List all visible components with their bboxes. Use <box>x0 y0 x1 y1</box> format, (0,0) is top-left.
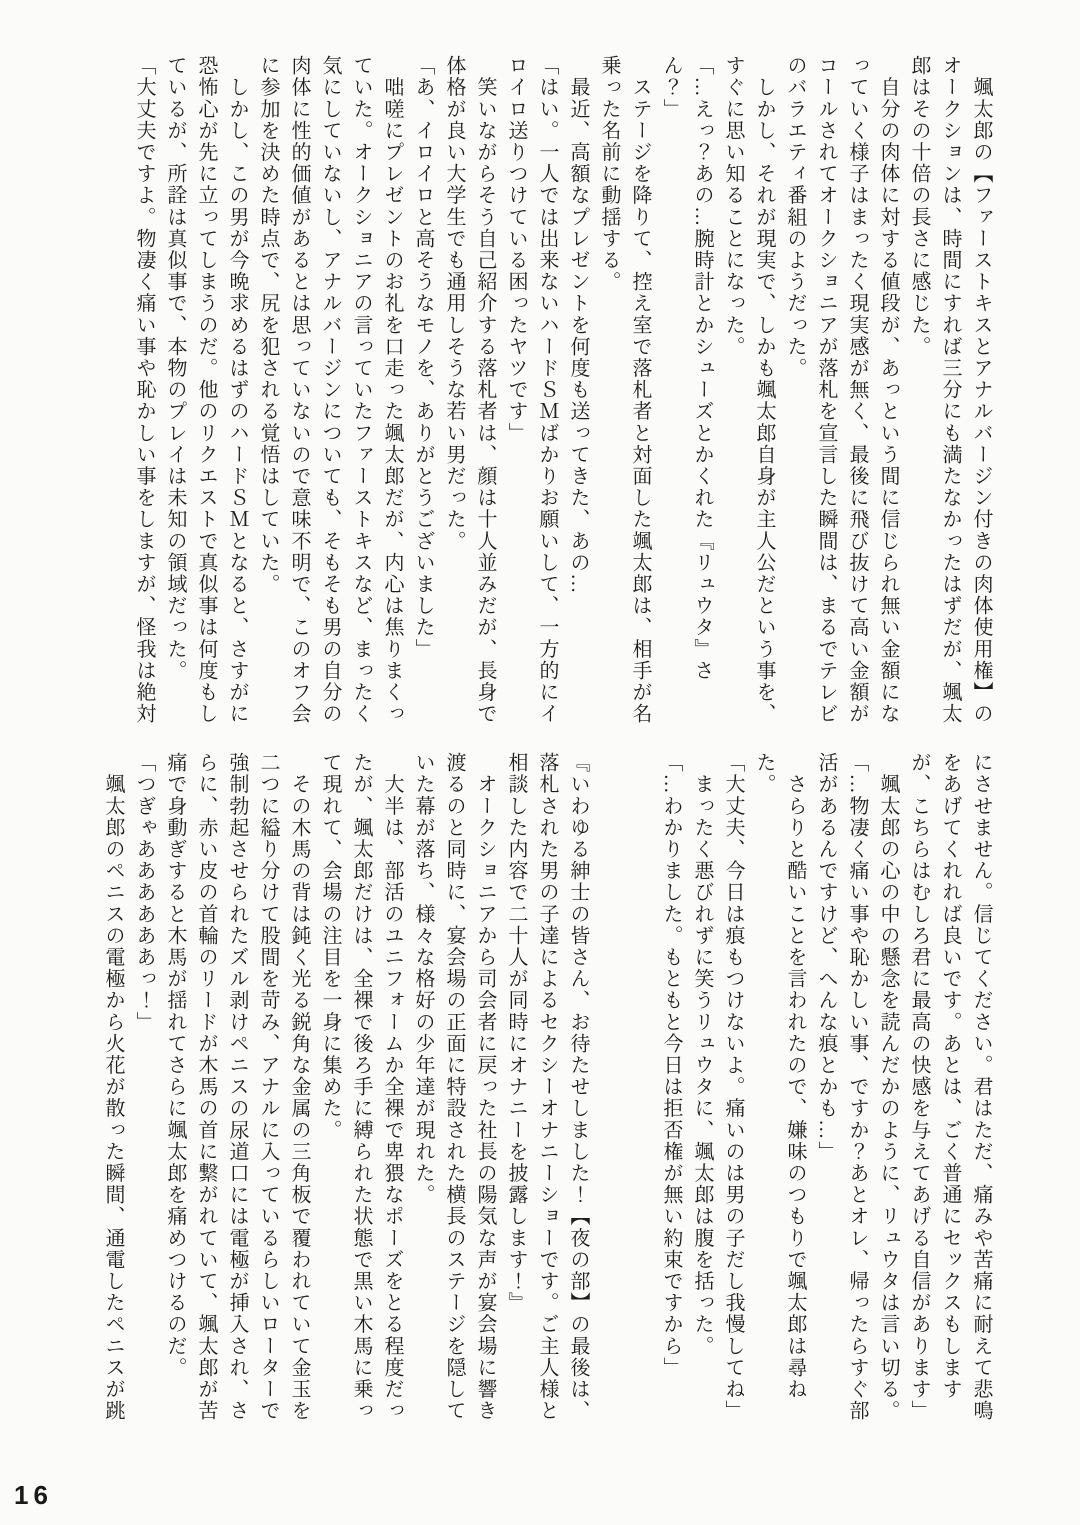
paragraph: 笑いながらそう自己紹介する落札者は、顔は十人並みだが、長身で体格が良い大学生でも通用しそうな若い男だった。 <box>443 55 496 725</box>
paragraph: 颯太郎の心の中の懸念を読んだかのように、リュウタは言い切る。 <box>877 752 899 1422</box>
paragraph: ステージを降りて、控え室で落札者と対面した颯太郎は、相手が名乗った名前に動揺する。 <box>598 55 651 725</box>
paragraph: 「大丈夫、今日は痕もつけないよ。痛いのは男の子だし我慢してね」 <box>722 752 744 1422</box>
paragraph: 「…えっ？あの…腕時計とかシューズとかくれた『リュウタ』さん？」 <box>660 55 713 682</box>
paragraph: 「大丈夫ですよ。物凄く痛い事や恥かしい事をしますが、怪我は絶対 <box>133 55 155 725</box>
paragraph: オークショニアから司会者に戻った社長の陽気な声が宴会場に響き渡るのと同時に、宴会場の正面に特設された横長のステージを隠していた幕が落ち、様々な格好の少年達が現れた。 <box>412 752 496 1422</box>
page-number: 16 <box>14 1480 53 1510</box>
paragraph: 自分の肉体に対する値段が、あっという間に信じられ無い金額になっていく様子はまったく現実感が無く、最後に飛び抜けて高い金額がコールされてオークショニアが落札を宣言した瞬間は、まるでテレビのバラエティ番組のようだった。 <box>784 55 899 725</box>
scene-break-spacer <box>624 752 655 1436</box>
text-block-top <box>128 55 996 735</box>
paragraph: 「あ、イロイロと高そうなモノを、ありがとうございました」 <box>412 55 434 660</box>
paragraph: 『いわゆる紳士の皆さん、お待たせしました！【夜の部】の最後は、落札された男の子達によるセクシーオナニーショーです。ご主人様と相談した内容で二十人が同時にオナニーを披露します！』 <box>505 752 589 1422</box>
paragraph: 「はい。一人では出来ないハードＳＭばかりお願いして、一方的にイロイロ送りつけている困ったヤツです」 <box>505 55 558 725</box>
paragraph: さらりと酷いことを言われたので、嫌味のつもりで颯太郎は尋ねた。 <box>753 752 806 1400</box>
paragraph: まったく悪びれずに笑うリュウタに、颯太郎は腹を括った。 <box>691 752 713 1357</box>
scene-break-spacer <box>593 752 624 1436</box>
paragraph: 咄嗟にプレゼントのお礼を口走った颯太郎だが、内心は焦りまくっていた。オークショニアの言っていたファーストキスなど、まったく気にしていないし、アナルバージンについても、そもそも男の自分の肉体に性的価値があるとは思っていないので意味不明で、このオフ会に参加を決めた時点で、尻を犯される覚悟はしていた。 <box>257 55 403 725</box>
paragraph: 颯太郎のペニスの電極から火花が散った瞬間、通電したペニスが跳 <box>102 752 124 1422</box>
text-block-bottom <box>97 752 996 1436</box>
paragraph: 「…物凄く痛い事や恥かしい事、ですか？あとオレ、帰ったらすぐ部活があるんですけど、へんな痕とかも…」 <box>815 752 868 1422</box>
paragraph: しかし、それが現実で、しかも颯太郎自身が主人公だという事を、すぐに思い知ることになった。 <box>722 55 775 725</box>
paragraph: 大半は、部活のユニフォームか全裸で卑猥なポーズをとる程度だったが、颯太郎だけは、全裸で後ろ手に縛られた状態で黒い木馬に乗って現れて、会場の注目を一身に集めた。 <box>319 752 403 1422</box>
paragraph: 「つぎゃああああああっ！」 <box>133 752 155 1033</box>
paragraph: 「…わかりました。もともと今日は拒否権が無い約束ですから」 <box>660 752 682 1379</box>
paragraph: しかし、この男が今晩求めるはずのハードＳＭとなると、さすがに恐怖心が先に立ってしまうのだ。他のリクエストで真似事は何度もしているが、所詮は真似事で、本物のプレイは未知の領域だった。 <box>164 55 248 725</box>
paragraph: 颯太郎の【ファーストキスとアナルバージン付きの肉体使用権】のオークションは、時間にすれば三分にも満たなかったはずだが、颯太郎はその十倍の長さに感じた。 <box>908 55 992 725</box>
paragraph: 最近、高額なプレゼントを何度も送ってきた、あの… <box>567 55 589 595</box>
paragraph: にさせません。信じてください。君はただ、痛みや苦痛に耐えて悲鳴をあげてくれれば良いです。あとは、ごく普通にセックスもしますが、こちらはむしろ君に最高の快感を与えてあげる自信があります」 <box>908 752 992 1422</box>
paragraph: その木馬の背は鈍く光る鋭角な金属の三角板で覆われていて金玉を二つに縊り分けて股間を苛み、アナルに入っているらしいローターで強制勃起させられたズル剥けペニスの尿道口には電極が挿入され、さらに、赤い皮の首輪のリードが木馬の首に繋がれていて、颯太郎が苦痛で身動ぎすると木馬が揺れてさらに颯太郎を痛めつけるのだ。 <box>164 752 310 1422</box>
